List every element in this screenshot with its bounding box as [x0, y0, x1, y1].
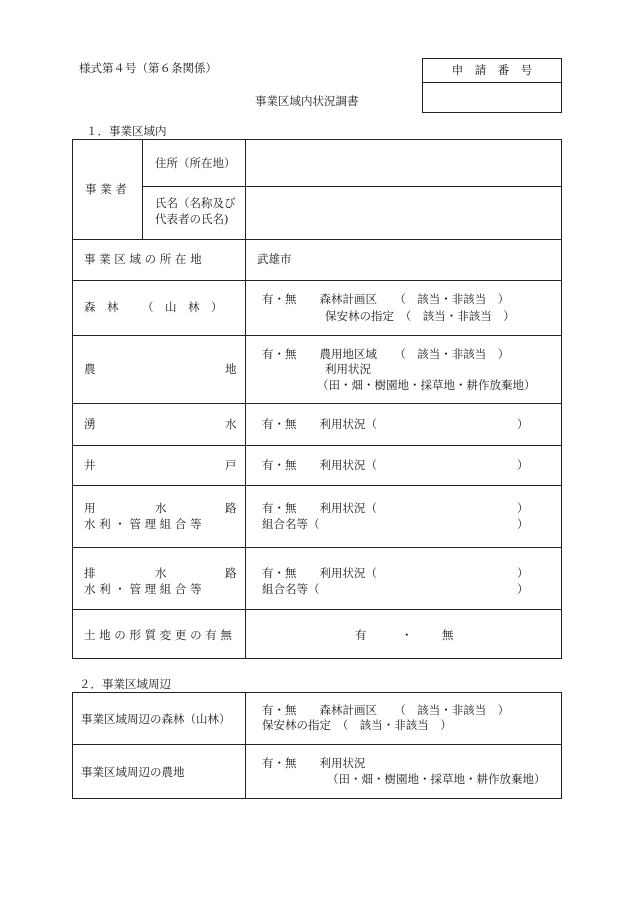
irrigation-line2: 組合名等（: [262, 517, 320, 531]
landform-no[interactable]: 無: [442, 628, 454, 642]
drainage-label-a: 排: [84, 566, 96, 580]
surrounding-farm-line1: 有・無 利用状況: [262, 756, 366, 770]
surrounding-farm-line2: （田・畑・樹園地・採草地・耕作放棄地）: [327, 772, 546, 786]
landform-dot: ・: [401, 628, 413, 642]
well-label-1: 井: [84, 458, 96, 472]
farm-line2: 利用状況: [325, 362, 371, 376]
surrounding-forest-label: 事業区域周辺の森林（山林）: [81, 712, 231, 726]
operator-label: 事 業 者: [85, 182, 127, 196]
irrigation-line1: 有・無 利用状況（: [262, 501, 377, 515]
forest-line1: 有・無 森林計画区 （ 該当・非該当 ）: [262, 292, 510, 306]
spring-line: 有・無 利用状況（: [262, 417, 377, 431]
farm-label-2: 地: [225, 362, 237, 376]
name-label-line1: 氏名（名称及び: [155, 196, 236, 210]
irrigation-close2: ）: [517, 517, 529, 531]
farm-line1: 有・無 農用地区域 （ 該当・非該当 ）: [262, 347, 510, 361]
address-label: 住所（所在地）: [155, 156, 236, 170]
irrigation-label-a: 用: [84, 501, 96, 515]
drainage-line2: 組合名等（: [262, 582, 320, 596]
farm-label-1: 農: [84, 362, 96, 376]
section2-table: [72, 692, 562, 799]
name-label-line2: 代表者の氏名): [155, 212, 229, 226]
well-label-2: 戸: [225, 458, 237, 472]
surrounding-forest-line2: 保安林の指定 （ 該当・非該当 ）: [262, 718, 452, 732]
irrigation-label-c: 路: [225, 501, 237, 515]
location-value[interactable]: 武雄市: [257, 252, 292, 266]
section1-heading: １．事業区域内: [86, 124, 167, 138]
spring-label-2: 水: [225, 417, 237, 431]
farm-line3: （田・畑・樹園地・採草地・耕作放棄地）: [317, 378, 536, 392]
surrounding-forest-line1: 有・無 森林計画区 （ 該当・非該当 ）: [262, 703, 510, 717]
well-line: 有・無 利用状況（: [262, 458, 377, 472]
landform-yes[interactable]: 有: [355, 628, 367, 642]
forest-label-1: 森 林: [84, 300, 119, 314]
drainage-close1: ）: [517, 566, 529, 580]
drainage-close2: ）: [517, 582, 529, 596]
form-number: 様式第４号（第６条関係）: [79, 61, 217, 75]
spring-close: ）: [517, 417, 529, 431]
forest-line2: 保安林の指定 （ 該当・非該当 ）: [325, 309, 515, 323]
application-number-box: [422, 58, 562, 113]
irrigation-label-2: 水 利 ・ 管 理 組 合 等: [84, 517, 202, 531]
page-title: 事業区域内状況調書: [255, 94, 359, 108]
location-label: 事 業 区 域 の 所 在 地: [84, 252, 202, 266]
drainage-label-2: 水 利 ・ 管 理 組 合 等: [84, 582, 202, 596]
application-number-label: 申 請 番 号: [451, 63, 533, 77]
surrounding-farm-label: 事業区域周辺の農地: [81, 765, 185, 779]
well-close: ）: [517, 458, 529, 472]
spring-label-1: 湧: [84, 417, 96, 431]
forest-label-2: （ 山 林 ）: [142, 300, 223, 314]
irrigation-close1: ）: [517, 501, 529, 515]
section1-table: [72, 139, 562, 659]
drainage-label-c: 路: [225, 566, 237, 580]
irrigation-label-b: 水: [155, 501, 167, 515]
drainage-label-b: 水: [155, 566, 167, 580]
landform-label: 土 地 の 形 質 変 更 の 有 無: [84, 628, 232, 642]
drainage-line1: 有・無 利用状況（: [262, 566, 377, 580]
section2-heading: ２．事業区域周辺: [79, 677, 171, 691]
